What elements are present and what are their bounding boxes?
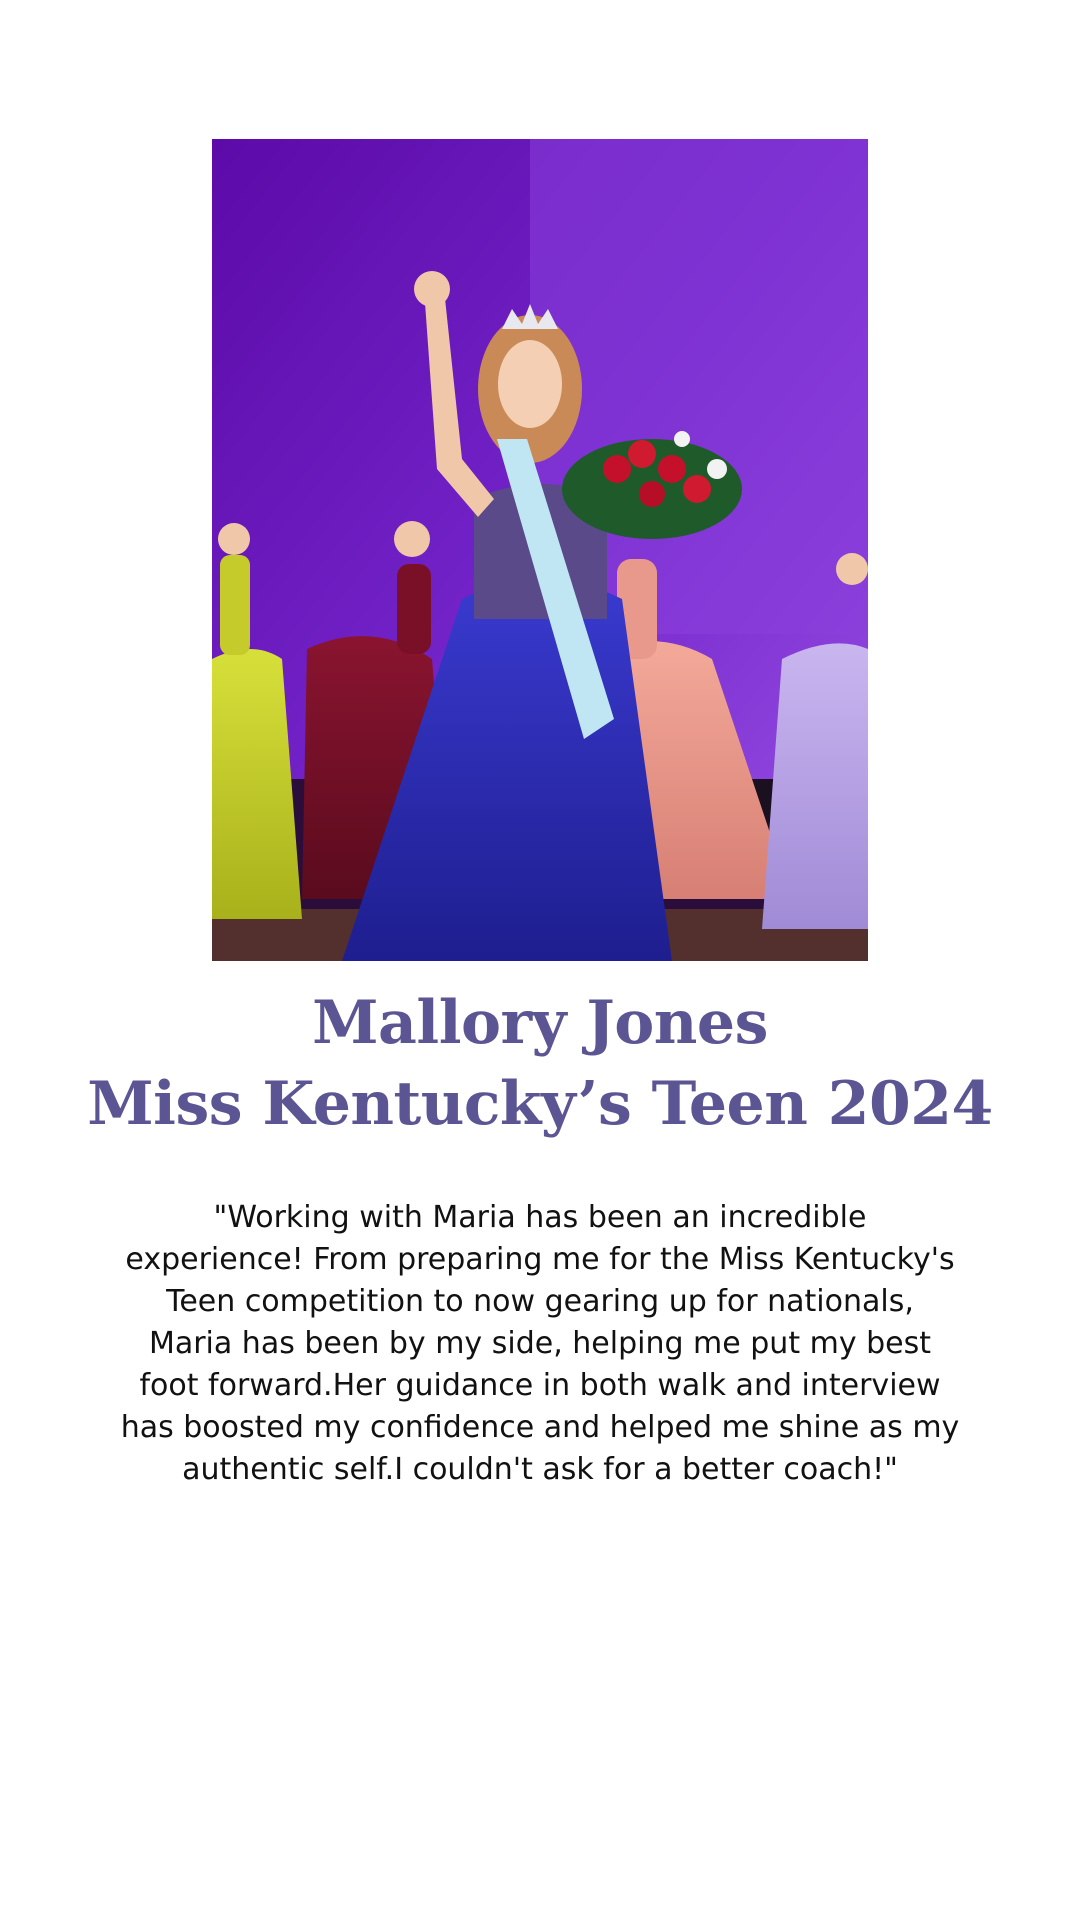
winner-title: Miss Kentucky’s Teen 2024 — [87, 1069, 993, 1139]
testimonial-quote: "Working with Maria has been an incredible experience! From preparing me for the Miss Kentucky's Teen competition to now gearing up for nationals, Maria has been by my side, helping me put my best foot forward.Her guidance in both walk and interview has boosted my confidence and helped me shine as my authentic self.I couldn't ask for a better coach!" — [120, 1200, 960, 1487]
winner-name: Mallory Jones — [312, 988, 768, 1058]
winner-photo — [212, 139, 868, 961]
